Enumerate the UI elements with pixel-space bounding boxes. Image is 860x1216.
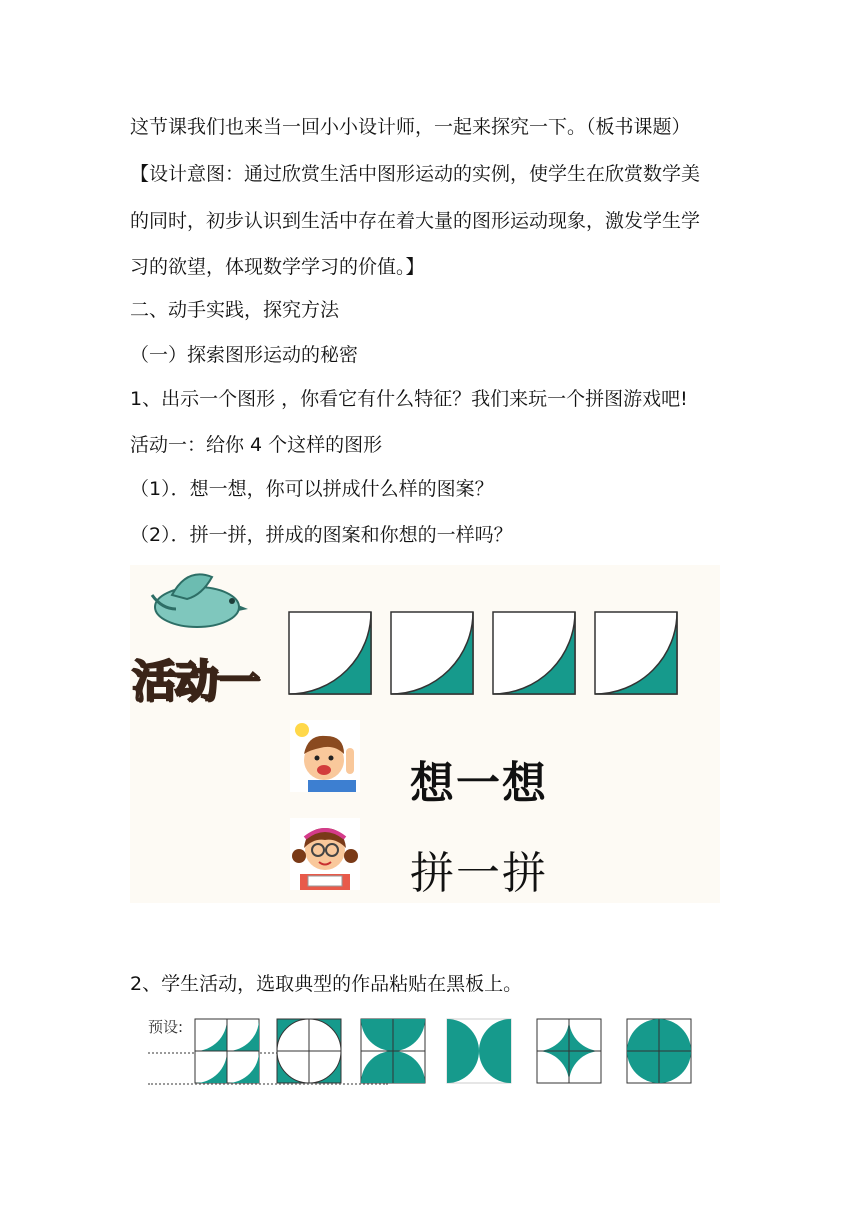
preset-label: 预设: bbox=[148, 1018, 184, 1036]
section-heading: 二、动手实践，探究方法 bbox=[130, 299, 340, 321]
design-pattern-5 bbox=[536, 1018, 602, 1084]
design-pattern-1 bbox=[194, 1018, 260, 1084]
step-2: 2、学生活动，选取典型的作品粘贴在黑板上。 bbox=[130, 973, 523, 995]
design-intent-line-3: 习的欲望，体现数学学习的价值。】 bbox=[130, 256, 425, 278]
activity-panel bbox=[130, 565, 720, 903]
quarter-circle-tile-2 bbox=[390, 611, 474, 695]
question-1: （1）．想一想，你可以拼成什么样的图案？ bbox=[130, 478, 494, 500]
subsection-heading: （一）探索图形运动的秘密 bbox=[130, 344, 359, 366]
bird-icon bbox=[142, 565, 252, 635]
design-pattern-2 bbox=[276, 1018, 342, 1084]
step-1: 1、出示一个图形 ，你看它有什么特征？我们来玩一个拼图游戏吧! bbox=[130, 388, 688, 410]
assemble-label: 拼一拼 bbox=[410, 848, 548, 899]
quarter-circle-tile-1 bbox=[288, 611, 372, 695]
boy-icon bbox=[290, 720, 360, 792]
design-pattern-4 bbox=[446, 1018, 512, 1084]
intro-line: 这节课我们也来当一回小小设计师，一起来探究一下。（板书课题） bbox=[130, 116, 691, 138]
dotted-guide-2 bbox=[148, 1083, 388, 1085]
think-label: 想一想 bbox=[410, 758, 548, 809]
quarter-circle-tile-3 bbox=[492, 611, 576, 695]
girl-icon bbox=[290, 818, 360, 890]
design-intent-line-2: 的同时，初步认识到生活中存在着大量的图形运动现象，激发学生学 bbox=[130, 210, 701, 232]
design-pattern-3 bbox=[360, 1018, 426, 1084]
design-pattern-6 bbox=[626, 1018, 692, 1084]
question-2: （2）．拼一拼，拼成的图案和你想的一样吗？ bbox=[130, 524, 513, 546]
activity-1-line: 活动一：给你 4 个这样的图形 bbox=[130, 434, 383, 456]
design-intent-line-1: 【设计意图：通过欣赏生活中图形运动的实例，使学生在欣赏数学美 bbox=[130, 163, 701, 185]
activity-title: 活动一 bbox=[132, 656, 258, 707]
quarter-circle-tile-4 bbox=[594, 611, 678, 695]
